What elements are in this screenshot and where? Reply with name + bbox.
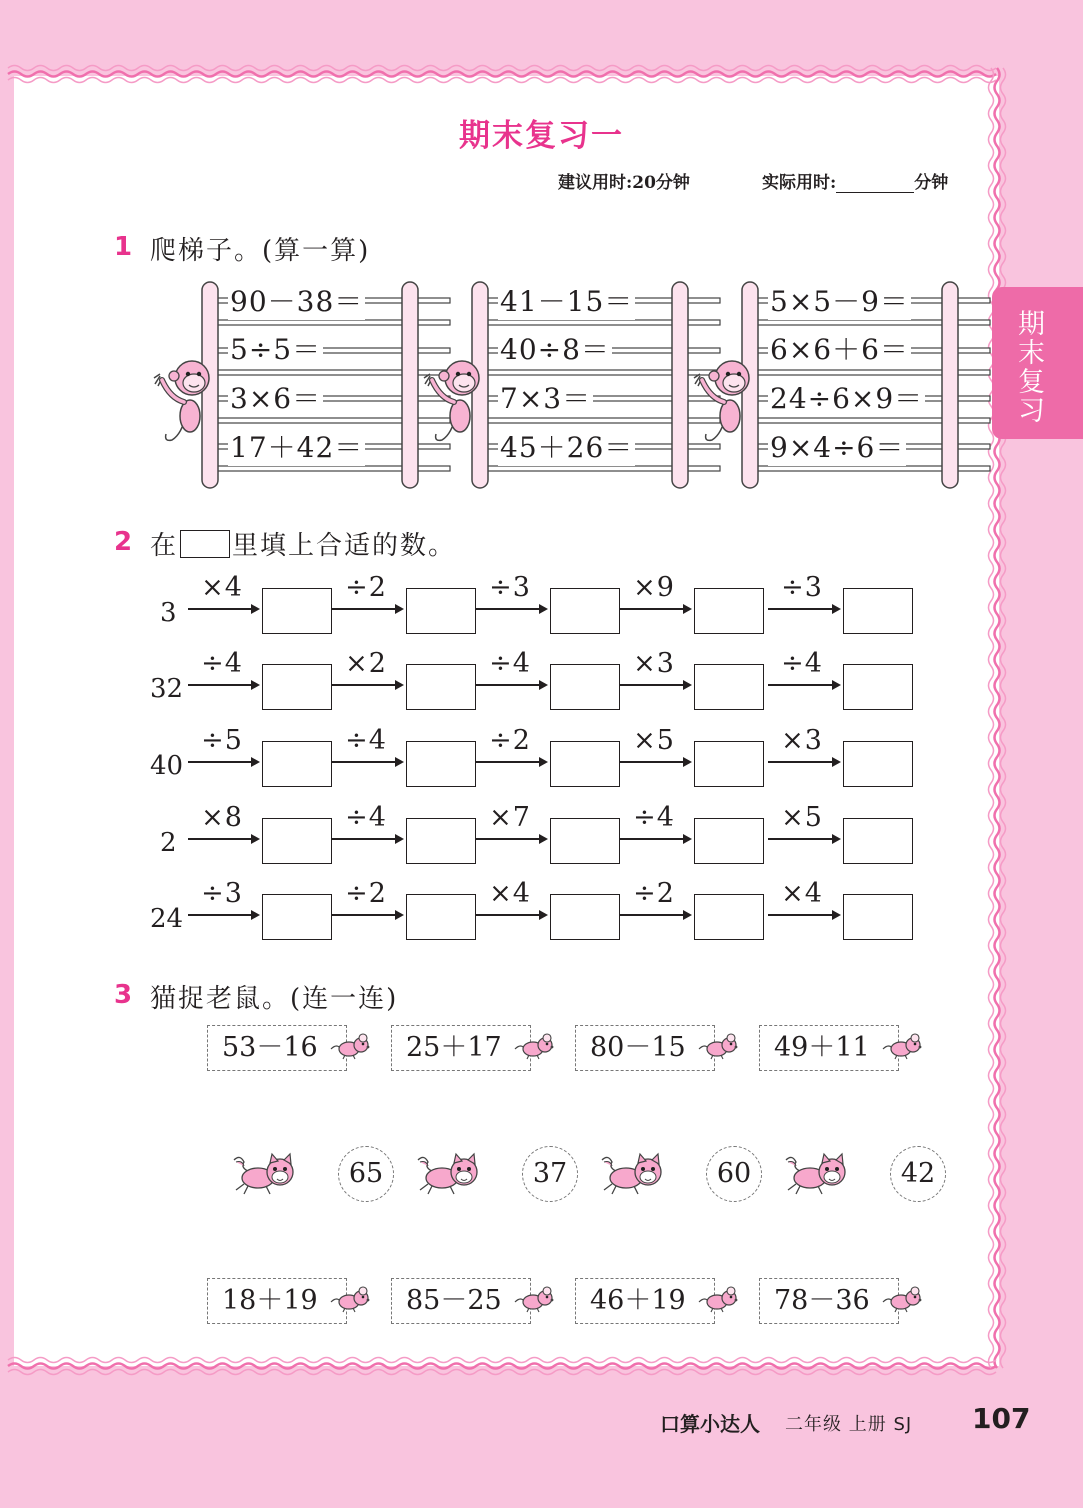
- footer-brand: 口算小达人: [660, 1412, 760, 1436]
- mouse-expression: 78－36: [774, 1285, 870, 1316]
- chain-operation: ÷2: [345, 878, 387, 909]
- cat: [598, 1150, 668, 1204]
- answer-box[interactable]: [843, 664, 913, 710]
- q2-text-before: 在: [150, 531, 179, 561]
- chain-row: [140, 878, 940, 946]
- actual-time-label: 实际用时:: [762, 173, 837, 193]
- ladder-equation: 45＋26＝: [498, 426, 635, 466]
- chain-operation: ÷5: [201, 725, 243, 756]
- chain-row: [140, 725, 940, 793]
- chain-arrow: [188, 838, 258, 840]
- chain-operation: ÷4: [345, 725, 387, 756]
- ladder-equation: 5×5－9＝: [768, 280, 911, 320]
- chain-operation: ÷4: [201, 648, 243, 679]
- answer-box[interactable]: [406, 894, 476, 940]
- answer-box[interactable]: [262, 818, 332, 864]
- chain-arrow: [188, 684, 258, 686]
- ladder-3: [740, 280, 1020, 490]
- cat-number: 42: [890, 1146, 946, 1202]
- ladder-equation: 90－38＝: [228, 280, 365, 320]
- mouse-expression-card[interactable]: [207, 1025, 347, 1071]
- chain-operation: ×5: [781, 802, 823, 833]
- cat-answer[interactable]: [230, 1140, 400, 1210]
- chain-arrow: [620, 684, 690, 686]
- answer-box[interactable]: [262, 588, 332, 634]
- ladder-equation: 3×6＝: [228, 377, 323, 417]
- answer-box[interactable]: [694, 741, 764, 787]
- ladder-equation: 7×3＝: [498, 377, 593, 417]
- answer-box[interactable]: [550, 894, 620, 940]
- mouse-expression-card[interactable]: [759, 1025, 899, 1071]
- chain-start-number: 24: [150, 904, 184, 934]
- chain-arrow: [332, 914, 402, 916]
- chain-operation: ÷3: [781, 572, 823, 603]
- chain-arrow: [188, 914, 258, 916]
- q3-number: 3: [114, 980, 133, 1010]
- chain-arrow: [768, 684, 839, 686]
- answer-box[interactable]: [406, 741, 476, 787]
- q2-inline-box-icon: [180, 530, 230, 558]
- mouse: [881, 1286, 925, 1318]
- cat-icon: [414, 1150, 484, 1200]
- chain-arrow: [768, 914, 839, 916]
- q2-text: [150, 525, 456, 562]
- chain-operation: ÷2: [633, 878, 675, 909]
- chain-operation: ÷3: [201, 878, 243, 909]
- ladder-equation: 6×6＋6＝: [768, 328, 911, 368]
- chain-arrow: [476, 684, 546, 686]
- actual-time-unit: 分钟: [914, 173, 949, 193]
- answer-box[interactable]: [694, 664, 764, 710]
- mouse-expression-card[interactable]: [207, 1278, 347, 1324]
- answer-box[interactable]: [843, 818, 913, 864]
- answer-box[interactable]: [843, 894, 913, 940]
- mouse-expression: 49＋11: [774, 1032, 870, 1063]
- mouse-icon: [697, 1286, 741, 1314]
- answer-box[interactable]: [550, 588, 620, 634]
- ladder-equation: 5÷5＝: [228, 328, 323, 368]
- mouse: [329, 1286, 373, 1318]
- page-title: 期末复习一: [459, 118, 624, 154]
- monkey: [692, 354, 754, 448]
- mouse-icon: [329, 1286, 373, 1314]
- mouse: [697, 1286, 741, 1318]
- ladder-equation: 40÷8＝: [498, 328, 612, 368]
- cat-number: 60: [706, 1146, 762, 1202]
- mouse-expression-card[interactable]: [575, 1278, 715, 1324]
- ladder-equation: 17＋42＝: [228, 426, 365, 466]
- mouse: [513, 1286, 557, 1318]
- mouse-expression-card[interactable]: [575, 1025, 715, 1071]
- q3-text: 猫捉老鼠。(连一连): [150, 984, 399, 1014]
- chain-operation: ×5: [633, 725, 675, 756]
- monkey-icon: [152, 354, 214, 444]
- cat-number: 65: [338, 1146, 394, 1202]
- chain-operation: ÷4: [633, 802, 675, 833]
- chain-operation: ×4: [781, 878, 823, 909]
- chain-operation: ×8: [201, 802, 243, 833]
- mouse: [697, 1033, 741, 1065]
- answer-box[interactable]: [406, 588, 476, 634]
- chain-arrow: [476, 838, 546, 840]
- cat-icon: [598, 1150, 668, 1200]
- mouse-icon: [513, 1033, 557, 1061]
- mouse: [329, 1033, 373, 1065]
- answer-box[interactable]: [550, 818, 620, 864]
- chain-operation: ×3: [781, 725, 823, 756]
- cat-answer[interactable]: [414, 1140, 584, 1210]
- suggested-time: 建议用时:20分钟: [558, 173, 690, 193]
- ladder-equation: 9×4÷6＝: [768, 426, 906, 466]
- chain-operation: ×7: [489, 802, 531, 833]
- chain-arrow: [188, 608, 258, 610]
- mouse-expression: 85－25: [406, 1285, 502, 1316]
- ladder-equation: 41－15＝: [498, 280, 635, 320]
- mouse-icon: [697, 1033, 741, 1061]
- answer-box[interactable]: [550, 664, 620, 710]
- chain-start-number: 2: [160, 828, 177, 858]
- answer-box[interactable]: [406, 664, 476, 710]
- monkey-icon: [692, 354, 754, 444]
- mouse-expression: 18＋19: [222, 1285, 318, 1316]
- cat-icon: [782, 1150, 852, 1200]
- chain-start-number: 32: [150, 674, 184, 704]
- chain-operation: ÷2: [345, 572, 387, 603]
- mouse-icon: [881, 1033, 925, 1061]
- q1-number: 1: [114, 232, 133, 262]
- mouse-expression: 46＋19: [590, 1285, 686, 1316]
- chain-start-number: 40: [150, 751, 184, 781]
- chain-operation: ×4: [201, 572, 243, 603]
- chain-arrow: [332, 608, 402, 610]
- mouse: [881, 1033, 925, 1065]
- chain-arrow: [620, 914, 690, 916]
- chain-operation: ÷3: [489, 572, 531, 603]
- monkey-icon: [422, 354, 484, 444]
- actual-time-input[interactable]: [836, 177, 914, 193]
- monkey: [422, 354, 484, 448]
- chain-operation: ÷4: [345, 802, 387, 833]
- chain-arrow: [768, 608, 839, 610]
- cat-answer[interactable]: [598, 1140, 768, 1210]
- chain-arrow: [188, 761, 258, 763]
- chain-row: [140, 802, 940, 870]
- mouse-icon: [881, 1286, 925, 1314]
- chain-operation: ÷2: [489, 725, 531, 756]
- chain-operation: ÷4: [781, 648, 823, 679]
- answer-box[interactable]: [843, 741, 913, 787]
- answer-box[interactable]: [694, 818, 764, 864]
- mouse-icon: [513, 1286, 557, 1314]
- actual-time: [762, 168, 948, 193]
- chain-arrow: [476, 914, 546, 916]
- chain-arrow: [620, 608, 690, 610]
- monkey: [152, 354, 214, 448]
- answer-box[interactable]: [406, 818, 476, 864]
- chain-arrow: [476, 608, 546, 610]
- chain-arrow: [620, 761, 690, 763]
- chain-row: [140, 648, 940, 716]
- side-tab-label: 期末复习: [1013, 309, 1044, 425]
- chain-arrow: [476, 761, 546, 763]
- chain-operation: ×2: [345, 648, 387, 679]
- ladder-equation: 24÷6×9＝: [768, 377, 925, 417]
- chain-operation: ×4: [489, 878, 531, 909]
- mouse: [513, 1033, 557, 1065]
- page-number: 107: [972, 1402, 1031, 1435]
- mouse-expression: 25＋17: [406, 1032, 502, 1063]
- answer-box[interactable]: [262, 664, 332, 710]
- mouse-expression: 80－15: [590, 1032, 686, 1063]
- chain-arrow: [332, 761, 402, 763]
- q2-number: 2: [114, 527, 133, 557]
- chain-arrow: [332, 684, 402, 686]
- answer-box[interactable]: [843, 588, 913, 634]
- answer-box[interactable]: [262, 894, 332, 940]
- cat-answer[interactable]: [782, 1140, 952, 1210]
- cat: [782, 1150, 852, 1204]
- chain-operation: ×3: [633, 648, 675, 679]
- answer-box[interactable]: [694, 894, 764, 940]
- chain-arrow: [332, 838, 402, 840]
- mouse-expression-card[interactable]: [759, 1278, 899, 1324]
- q2-text-after: 里填上合适的数。: [232, 531, 457, 561]
- mouse-expression-card[interactable]: [391, 1278, 531, 1324]
- chain-operation: ×9: [633, 572, 675, 603]
- mouse-expression-card[interactable]: [391, 1025, 531, 1071]
- cat: [230, 1150, 300, 1204]
- cat-number: 37: [522, 1146, 578, 1202]
- mouse-expression: 53－16: [222, 1032, 318, 1063]
- chain-arrow: [768, 838, 839, 840]
- footer-grade: 二年级 上册 SJ: [785, 1414, 913, 1435]
- chain-start-number: 3: [160, 598, 177, 628]
- answer-box[interactable]: [262, 741, 332, 787]
- mouse-icon: [329, 1033, 373, 1061]
- chain-row: [140, 572, 940, 640]
- answer-box[interactable]: [550, 741, 620, 787]
- cat-icon: [230, 1150, 300, 1200]
- chain-arrow: [620, 838, 690, 840]
- answer-box[interactable]: [694, 588, 764, 634]
- q1-text: 爬梯子。(算一算): [150, 236, 371, 266]
- chain-operation: ÷4: [489, 648, 531, 679]
- cat: [414, 1150, 484, 1204]
- chain-arrow: [768, 761, 839, 763]
